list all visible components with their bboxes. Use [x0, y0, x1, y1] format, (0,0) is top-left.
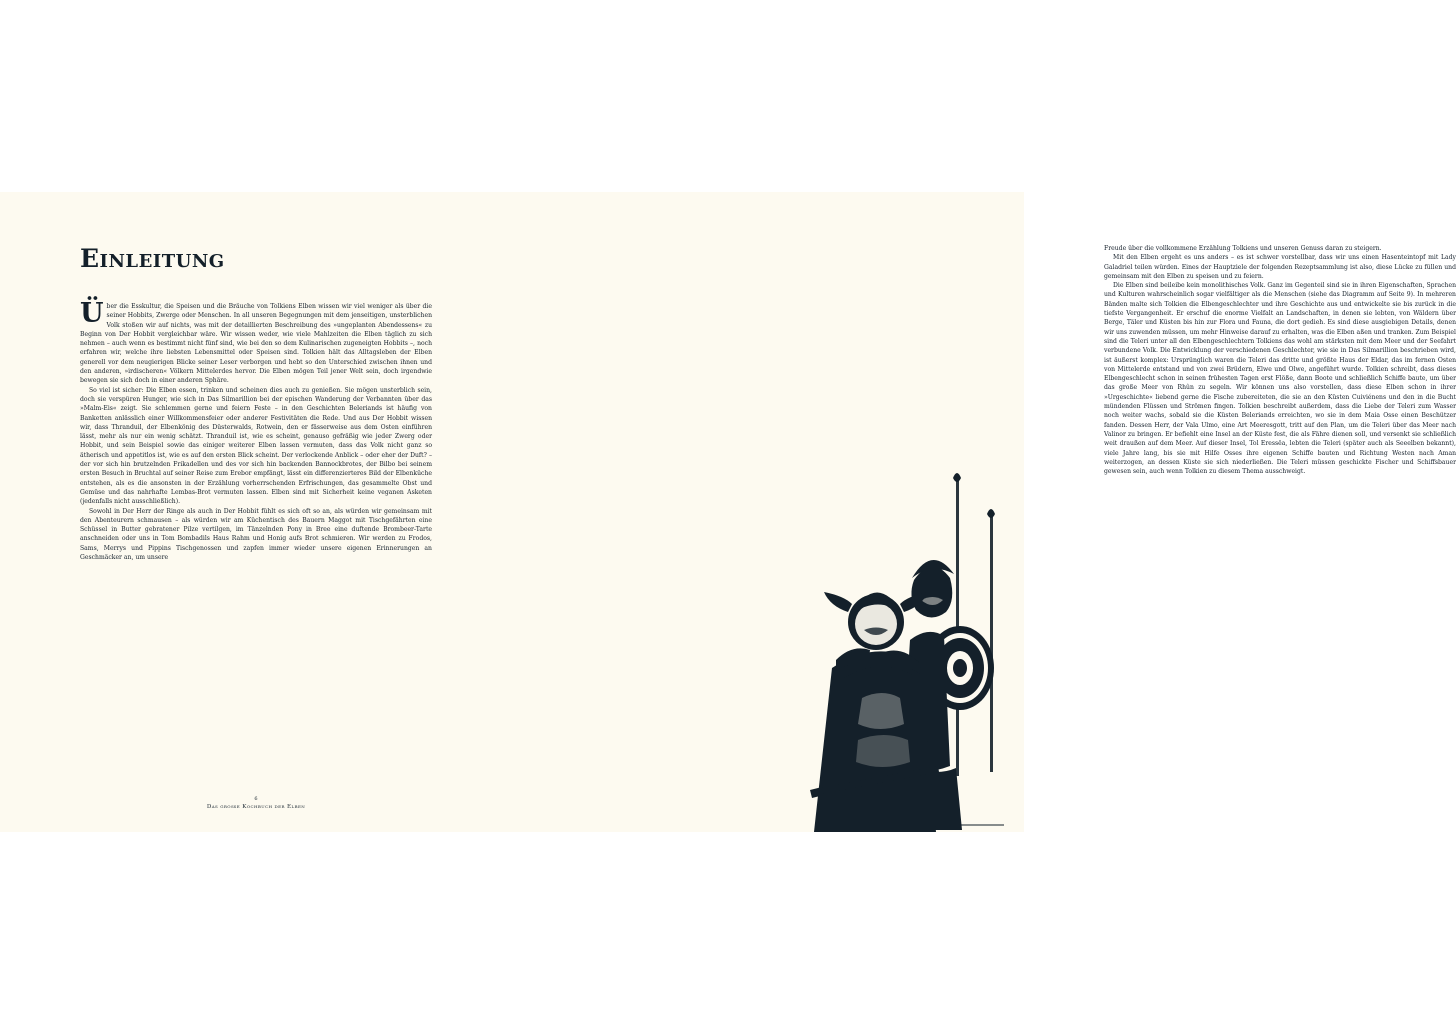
paragraph-text: Mit den Elben ergeht es uns anders – es ist schwer vorstellbar, dass wir uns einen Hasenteintopf mit Lady Galadriel teilen würden. Eines der Hauptziele der folgenden Rezeptsammlung ist also, diese Lücke zu füllen und gemeinsam mit den Elben zu speisen und zu feiern. [1104, 254, 1456, 280]
drop-cap: Ü [80, 298, 104, 329]
paragraph [1104, 281, 1456, 476]
left-column-text [80, 298, 432, 562]
page-number: 6 [254, 796, 258, 802]
book-title-running-foot: Das große Kochbuch der Elben [206, 804, 306, 810]
right-page [512, 192, 1456, 832]
folio [80, 796, 432, 810]
paragraph-text: Die Elben sind beileibe kein monolithisches Volk. Ganz im Gegenteil sind sie in ihren Eigenschaften, Sprachen und Kulturen wahrscheinlich sogar vielfältiger als die Menschen (siehe das Diagramm auf Seite 9). In mehreren Bänden malte sich Tolkien die Elbengeschlechter und ihre Geschichte aus und entwickelte sie bis zurück in die tiefste Vergangenheit. Er erschuf die enorme Vielfalt an Landschaften, in denen sie lebten, von Wäldern über Berge, Täler und Küsten bis hin zur Flora und Fauna, die dort gedieh. Es sind diese ausgiebigen Details, denen wir uns zuwenden müssen, um mehr Hinweise darauf zu erhalten, was die Elben aßen und tranken. Zum Beispiel sind die Teleri unter all den Elbengeschlechtern Tolkiens das wohl am stärksten mit dem Meer und der Seefahrt verbundene Volk. Die Entwicklung der verschiedenen Geschlechter, wie sie in Das Silmarillion beschrieben wird, ist äußerst komplex: Ursprünglich waren die Teleri das dritte und größte Haus der Eldar, das im fernen Osten von Mittelerde entstand und von zwei Brüdern, Elwe und Olwe, angeführt wurde. Tolkien schreibt, dass dieses Elbengeschlecht schon in seinen frühesten Tagen erst Flöße, dann Boote und schließlich Schiffe baute, um über das große Meer von Rhûn zu segeln. Wir können uns also vorstellen, dass diese Elben schon in ihrer »Urgeschichte« liebend gerne die Fische zubereiteten, die sie an den Küsten Cuiviénens und den in die Bucht mündenden Flüssen und Strömen fingen. Tolkien beschreibt außerdem, dass die Liebe der Teleri zum Wasser noch weiter wachs, sobald sie die Küsten Beleriands erreichten, wo sie in dem Maia Osse einen Beschützer fanden. Dessen Herr, der Vala Ulmo, eine Art Meeresgott, tritt auf den Plan, um die Teleri über das Meer nach Valinor zu bringen. Er befiehlt eine Insel an der Küste fest, die als Fähre dienen soll, und versenkt sie schließlich weit draußen auf dem Meer. Auf dieser Insel, Tol Eressëa, lebten die Teleri (später auch als Seeelben bekannt), viele Jahre lang, bis sie mit Hilfe Osses ihre eigenen Schiffe bauten und Richtung Westen nach Aman weiterzogen, an dessen Küste sie sich niederließen. Die Teleri müssen geschickte Fischer und Schiffsbauer gewesen sein, auch wenn Tolkien zu diesem Thema ausschweigt. [1104, 282, 1456, 476]
paragraph [80, 507, 432, 563]
paragraph [80, 298, 432, 386]
elven-warriors-illustration [724, 472, 1024, 832]
paragraph [80, 386, 432, 507]
book-spread [0, 192, 1456, 832]
paragraph-text: Sowohl in Der Herr der Ringe als auch in Der Hobbit fühlt es sich oft so an, als würden wir gemeinsam mit den Abenteurern schmausen – als würden wir am Küchentisch des Bauern Maggot mit Tischgefährten eine Schüssel in Butter gebratener Pilze vertilgen, im Tänzelnden Pony in Bree eine duftende Brombeer-Tarte anschneiden oder uns in Tom Bombadils Haus Rahm und Honig aufs Brot schmieren. Wir werden zu Frodos, Sams, Merrys und Pippins Tischgenossen und zapfen immer wieder unsere eigenen Erinnerungen an Geschmäcker an, um unsere [80, 507, 432, 562]
left-page [0, 192, 512, 832]
paragraph [1104, 253, 1456, 281]
page-title: Einleitung [80, 244, 225, 273]
paragraph-text: ber die Esskultur, die Speisen und die Bräuche von Tolkiens Elben wissen wir viel weniger als über die seiner Hobbits, Zwerge oder Menschen. In all unseren Begegnungen mit dem jenseitigen, unsterblichen Volk stoßen wir auf nichts, was mit der detaillierten Beschreibung des »ungeplanten Abendessens« zu Beginn von Der Hobbit vergleichbar wäre. Wir wissen weder, wie viele Mahlzeiten die Elben täglich zu sich nehmen – auch wenn es bestimmt nicht fünf sind, wie bei den so dem Kulinarischen zugeneigten Hobbits –, noch erfahren wir, welche ihre liebsten Lebensmittel oder Speisen sind. Tolkien hält das Alltagsleben der Elben generell vor dem neugierigen Blicke seiner Leser verborgen und hebt so den Unterschied zwischen ihnen und den anderen, »irdischeren« Völkern Mittelerdes hervor. Die Elben mögen Teil jener Welt sein, doch irgendwie bewegen sie sich doch in einer anderen Sphäre. [80, 303, 432, 385]
paragraph-text: Freude über die vollkommene Erzählung Tolkiens und unseren Genuss daran zu steigern. [1104, 245, 1382, 252]
right-column-text [1104, 244, 1456, 476]
paragraph-text: So viel ist sicher: Die Elben essen, trinken und scheinen dies auch zu genießen. Sie mögen unsterblich sein, doch sie verspüren Hunger, wie sich in Das Silmarillion bei der epischen Wanderung der Verbannten über das »Malm-Eis« zeigt. Sie schlemmen gerne und feiern Feste – in den Geschichten Beleriands ist häufig von Banketten anlässlich einer Willkommensfeier oder anderer Festivitäten die Rede. Und aus Der Hobbit wissen wir, dass Thranduil, der Elbenkönig des Düsterwalds, Rotwein, den er fässerweise aus dem Osten einführen lässt, mehr als nur ein wenig schätzt. Thranduil ist, wie es scheint, genauso gefräßig wie jeder Zwerg oder Hobbit, und sein Beispiel sowie das einiger weiterer Elben lassen vermuten, dass das Volk nicht ganz so ätherisch und appetitlos ist, wie es auf den ersten Blick scheint. Der verlockende Anblick – oder eher der Duft? – der vor sich hin brutzelnden Frikadellen und des vor sich hin backenden Bannockbrotes, der Bilbo bei seinem ersten Besuch in Bruchtal auf seiner Reise zum Erebor empfängt, lässt ein differenzierteres Bild der Elbenküche entstehen, als es die ansonsten in der Erzählung vorherrschenden Erfrischungen, das gesammelte Obst und Gemüse und das nahrhafte Lembas-Brot vermuten lassen. Elben sind mit Sicherheit keine veganen Asketen (jedenfalls nicht ausschließlich). [80, 386, 432, 506]
paragraph [1104, 244, 1456, 253]
